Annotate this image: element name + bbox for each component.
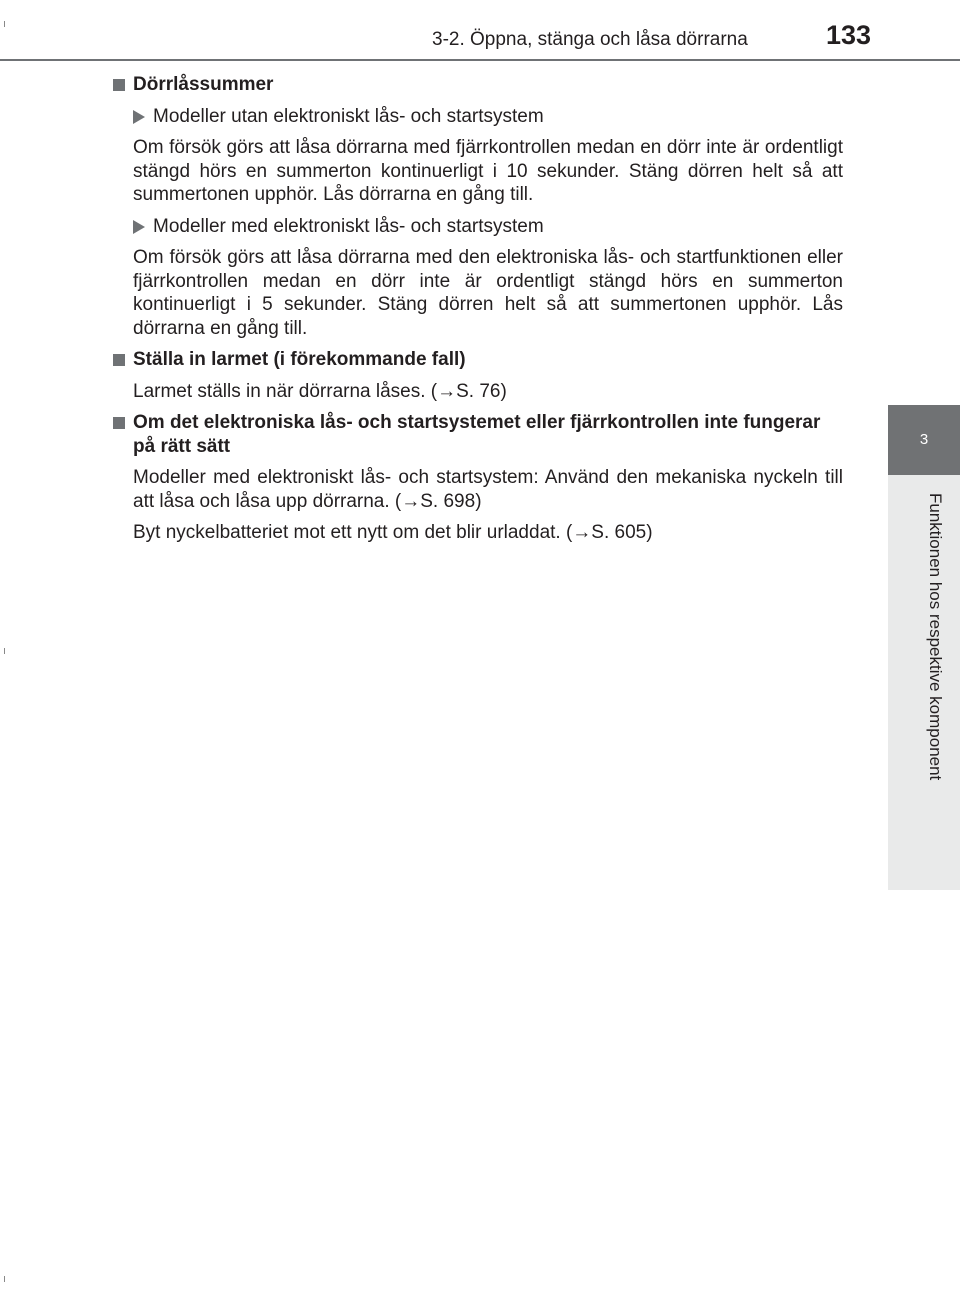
subheading-text: Modeller med elektroniskt lås- och startsystem [153, 215, 544, 237]
header-rule [0, 59, 960, 61]
square-bullet-icon [113, 79, 125, 91]
triangle-bullet-icon [133, 110, 145, 124]
section-heading [113, 411, 843, 458]
page-header [0, 0, 960, 60]
triangle-bullet-icon [133, 220, 145, 234]
section-heading-text: Dörrlåssummer [133, 74, 274, 95]
paragraph: Byt nyckelbatteriet mot ett nytt om det blir urladdat. (→S. 605) [133, 522, 653, 543]
section-heading-text: Ställa in larmet (i förekommande fall) [133, 349, 466, 370]
chapter-strip [888, 475, 960, 890]
chapter-tab [888, 405, 960, 475]
section-title: 3-2. Öppna, stänga och låsa dörrarna [432, 29, 748, 50]
paragraph: Modeller med elektroniskt lås- och startsystem: Använd den mekaniska nyckeln till att låsa och låsa upp dörrarna. (→S. 698) [133, 467, 843, 512]
crop-mark [4, 1276, 5, 1282]
section-heading [113, 348, 843, 372]
subheading [113, 215, 843, 239]
crop-mark [4, 648, 5, 654]
section-heading-text: Om det elektroniska lås- och startsystemet eller fjärrkontrollen inte fungerar på rätt sätt [133, 412, 821, 457]
page-number: 133 [826, 20, 872, 50]
paragraph: Om försök görs att låsa dörrarna med den elektroniska lås- och startfunktionen eller fjärrkontrollen medan en dörr inte är ordentligt stängd hörs en summerton kontinuerligt i 5 sekunder. Stäng dörren helt så att summertonen upphör. Lås dörrarna en gång till. [133, 247, 843, 339]
chapter-title: Funktionen hos respektive komponent [926, 493, 945, 781]
paragraph: Larmet ställs in när dörrarna låses. (→S. 76) [133, 380, 507, 402]
subheading-text: Modeller utan elektroniskt lås- och startsystem [153, 105, 544, 127]
square-bullet-icon [113, 354, 125, 366]
paragraph: Om försök görs att låsa dörrarna med fjärrkontrollen medan en dörr inte är ordentligt stängd hörs en summerton kontinuerligt i 10 sekunder. Stäng dörren helt så att summertonen upphör. Lås dörrarna en gång till. [133, 137, 843, 205]
subheading [113, 105, 843, 129]
section-heading [113, 73, 843, 97]
chapter-number: 3 [919, 431, 929, 448]
square-bullet-icon [113, 417, 125, 429]
main-content [113, 73, 843, 553]
